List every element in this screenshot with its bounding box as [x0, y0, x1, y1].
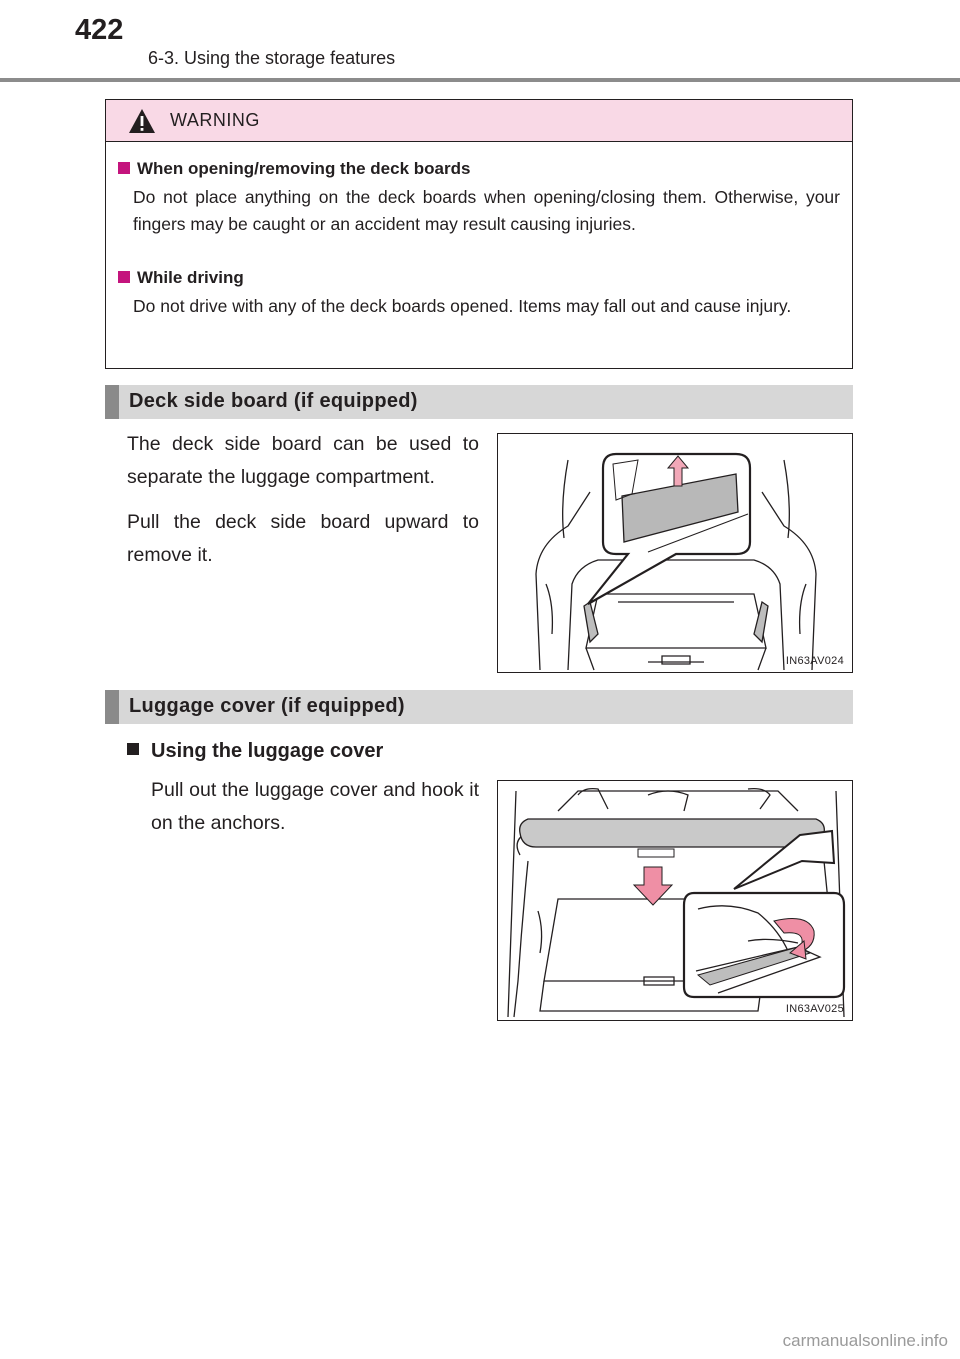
warning-item-heading: While driving — [137, 268, 244, 287]
section-title: 6-3. Using the storage features — [148, 48, 396, 68]
subheading-text: Using the luggage cover — [151, 740, 384, 762]
paragraph: The deck side board can be used to separate the luggage compartment. — [127, 433, 479, 488]
warning-triangle-icon — [128, 108, 156, 134]
watermark: carmanualsonline.info — [782, 1331, 948, 1350]
page-number: 422 — [75, 14, 124, 46]
subheading-using-luggage-cover — [127, 740, 383, 763]
paragraph: Pull out the luggage cover and hook it on the anchors. — [151, 779, 479, 834]
header-divider — [0, 78, 960, 82]
warning-item-text: Do not drive with any of the deck boards opened. Items may fall out and cause injury. — [133, 296, 792, 316]
deck-side-board-figure — [497, 433, 853, 673]
section-heading-luggage-cover — [105, 690, 853, 724]
luggage-cover-illustration — [498, 781, 853, 1021]
warning-box — [105, 99, 853, 369]
bullet-square-icon — [127, 743, 139, 755]
cargo-area-illustration — [498, 434, 853, 673]
deck-side-board-text — [127, 428, 479, 572]
section-heading-text: Luggage cover (if equipped) — [129, 695, 405, 717]
figure-code: IN63AV024 — [785, 655, 844, 667]
bullet-square-icon — [118, 162, 130, 174]
warning-item — [118, 268, 840, 320]
paragraph: Pull the deck side board upward to remove it. — [127, 511, 479, 566]
bullet-square-icon — [118, 271, 130, 283]
warning-item — [118, 159, 840, 238]
warning-item-text: Do not place anything on the deck boards when opening/closing them. Otherwise, your fingers may be caught or an accident may result causing injuries. — [133, 187, 840, 234]
section-heading-deck-side-board — [105, 385, 853, 419]
luggage-cover-text — [151, 774, 479, 840]
warning-header — [106, 100, 852, 142]
section-heading-text: Deck side board (if equipped) — [129, 390, 418, 412]
figure-code: IN63AV025 — [785, 1003, 844, 1015]
warning-title: WARNING — [170, 110, 260, 130]
luggage-cover-figure — [497, 780, 853, 1021]
page-header — [0, 0, 960, 82]
warning-item-heading: When opening/removing the deck boards — [137, 159, 471, 178]
